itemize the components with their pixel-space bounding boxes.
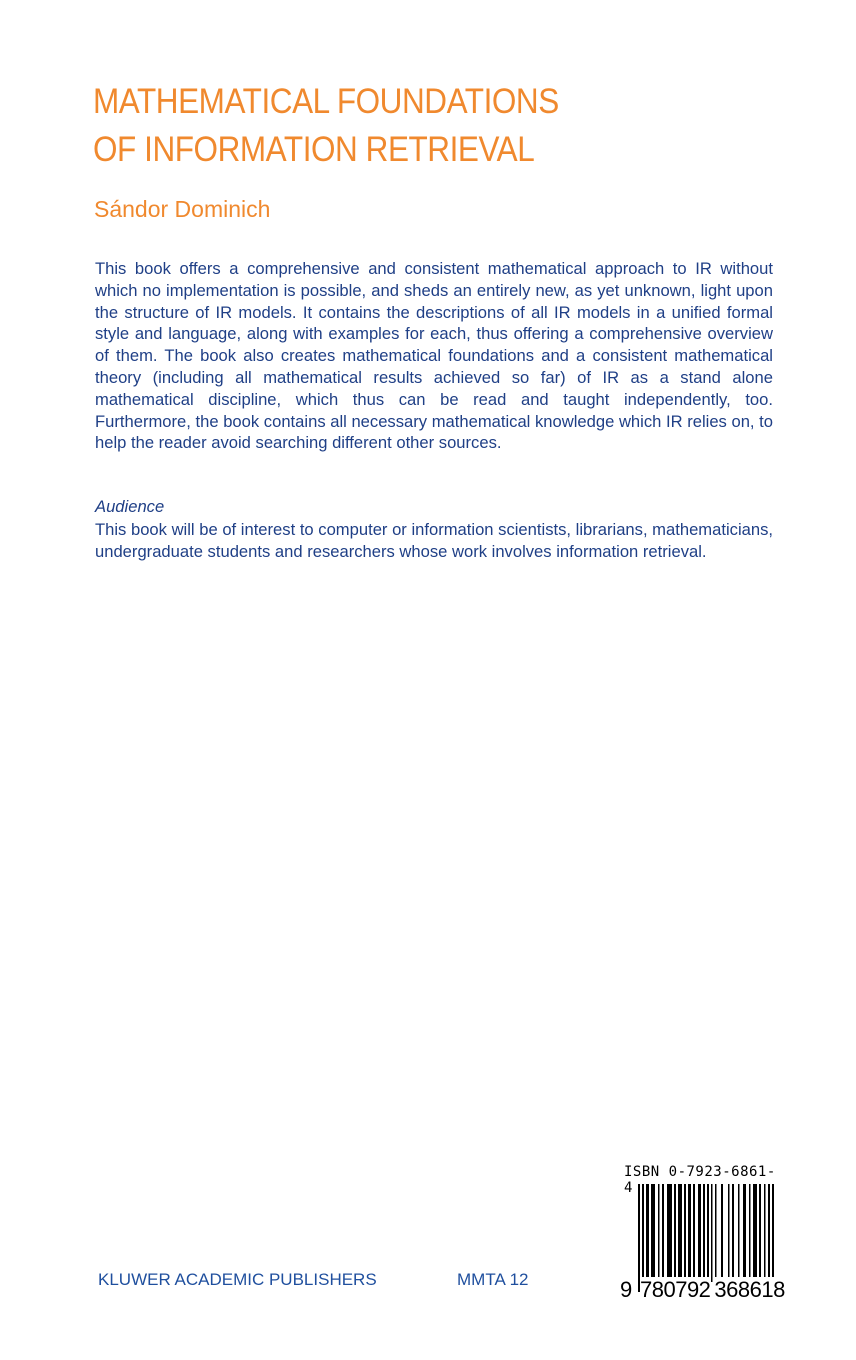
- isbn-barcode: [620, 1164, 784, 1304]
- isbn-label: ISBN 0-7923-6861-4: [624, 1164, 776, 1196]
- book-title-line-2: OF INFORMATION RETRIEVAL: [93, 130, 535, 169]
- series-label: MMTA 12: [457, 1270, 529, 1289]
- audience-text: This book will be of interest to computer or information scientists, librarians, mathematicians, undergraduate students and researchers whose work involves information retrieval.: [95, 520, 773, 561]
- book-description: [95, 258, 773, 454]
- book-title-line-1: MATHEMATICAL FOUNDATIONS: [93, 82, 559, 121]
- ean-number: [620, 1277, 785, 1303]
- ean-left-group: 780792: [640, 1277, 711, 1302]
- book-title: [93, 78, 559, 174]
- barcode-bars-icon: [638, 1184, 782, 1292]
- description-text: This book offers a comprehensive and consistent mathematical approach to IR without which no implementation is possible, and sheds an entirely new, as yet unknown, light upon the structure of IR models. It contains the descriptions of all IR models in a unified formal style and language, along with examples for each, thus offering a comprehensive overview of them. The book also creates mathematical foundations and a consistent mathematical theory (including all mathematical results achieved so far) of IR as a stand alone mathematical discipline, which thus can be read and taught independently, too. Furthermore, the book contains all necessary mathematical knowledge which IR relies on, to help the reader avoid searching different other sources.: [95, 259, 773, 453]
- audience-heading: Audience: [95, 497, 165, 516]
- ean-first-digit: 9: [620, 1277, 636, 1303]
- publisher-name: KLUWER ACADEMIC PUBLISHERS: [98, 1270, 377, 1289]
- author-name: Sándor Dominich: [94, 196, 271, 222]
- ean-right-group: 368618: [714, 1277, 785, 1302]
